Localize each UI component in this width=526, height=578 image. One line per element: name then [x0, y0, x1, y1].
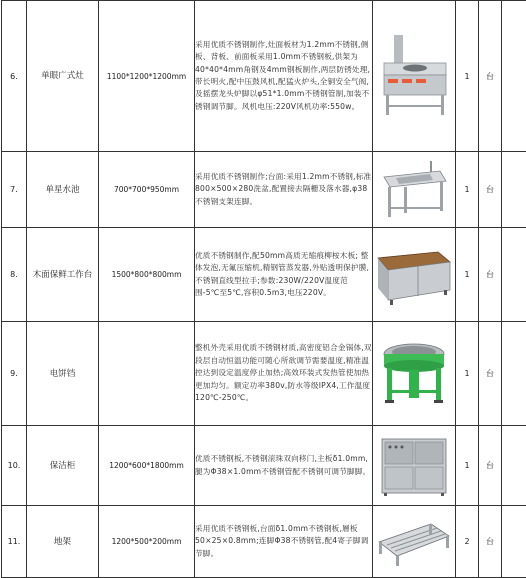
row-number: 9.	[2, 322, 27, 426]
item-image	[373, 426, 456, 506]
item-name: 木面保鲜工作台	[27, 228, 99, 322]
item-description: 采用优质不锈钢板,台面δ1.0mm不锈钢板,層板50×25×0.8mm;连脚Φ38不锈钢管,配4寄子脚调节脚。	[195, 506, 373, 578]
row-number: 7.	[2, 152, 27, 228]
item-size: 700*700*950mm	[99, 152, 195, 228]
item-unit: 台	[479, 322, 502, 426]
item-quantity: 2	[456, 506, 479, 578]
item-name: 单星水池	[27, 152, 99, 228]
table-row	[2, 152, 526, 228]
sink-image	[378, 159, 450, 221]
refrigerated-worktable-image	[374, 242, 454, 308]
item-name: 电饼铛	[27, 322, 99, 426]
item-size: 1200*500*200mm	[99, 506, 195, 578]
item-quantity: 1	[456, 228, 479, 322]
item-image	[373, 228, 456, 322]
item-unit: 台	[479, 152, 502, 228]
item-unit: 台	[479, 228, 502, 322]
item-unit: 台	[479, 1, 502, 152]
item-name: 保洁柜	[27, 426, 99, 506]
item-unit: 台	[479, 426, 502, 506]
row-number: 8.	[2, 228, 27, 322]
remark-cell	[502, 152, 526, 228]
item-size	[99, 322, 195, 426]
item-size: 1500*800*800mm	[99, 228, 195, 322]
remark-cell	[502, 426, 526, 506]
row-number: 6.	[2, 1, 27, 152]
remark-cell	[502, 322, 526, 426]
item-quantity: 1	[456, 322, 479, 426]
item-size: 1200*600*1800mm	[99, 426, 195, 506]
item-description: 整机外壳采用优质不锈钢材质,高密度铝合金锅体,双段层自动恒温功能可随心所欲调节需要温度,精准温控达到设定温度停止加热;高效环装式发热管使加热更加均匀。额定功率380v,防水等级IPX4,工作温度120℃-250℃。	[195, 322, 373, 426]
griddle-image	[375, 338, 453, 410]
item-description: 优质不锈钢板,不锈钢滚珠双向移门,主板δ1.0mm,腿为Φ38×1.0mm不锈钢管配不锈钢可调节脚脚。	[195, 426, 373, 506]
equipment-spec-table	[1, 0, 526, 578]
item-size: 1100*1200*1200mm	[99, 1, 195, 152]
item-image	[373, 506, 456, 578]
table-row	[2, 228, 526, 322]
item-quantity: 1	[456, 152, 479, 228]
table-row	[2, 506, 526, 578]
row-number: 10.	[2, 426, 27, 506]
table-row	[2, 426, 526, 506]
table-row	[2, 1, 526, 152]
item-description: 优质不锈钢制作,配50mm高质无缩痕柳桉木板; 整体发泡,无氟压缩机,精钢管蒸发器,外贴透明保护膜,不锈钢直线型拉手;参数:230W/220V温度范围-5℃至5℃,容积0.5m3,电压220V。	[195, 228, 373, 322]
item-name: 地架	[27, 506, 99, 578]
item-quantity: 1	[456, 426, 479, 506]
item-image	[373, 152, 456, 228]
remark-cell	[502, 228, 526, 322]
item-unit: 台	[479, 506, 502, 578]
item-quantity: 1	[456, 1, 479, 152]
table-row	[2, 322, 526, 426]
remark-cell	[502, 506, 526, 578]
item-image	[373, 1, 456, 152]
stove-image	[374, 31, 454, 121]
row-number: 11.	[2, 506, 27, 578]
cabinet-image	[376, 435, 452, 497]
item-image	[373, 322, 456, 426]
item-description: 采用优质不锈钢制作,灶面板材为1.2mm不锈钢,侧板、背板、前面板采用1.0mm不锈钢板,供架为40*40*4mm角钢及4mm钢板制作,两层防锈处理,带长明火,配中压鼓风机,配猛火炉头,全铜安全气阀,及摇摆龙头炉脚以φ51*1.0mm不锈钢管制,加装不锈钢调节脚。风机电压:220V风机功率:550w。	[195, 1, 373, 152]
item-description: 采用优质不锈钢制作;台面:采用1.2mm不锈钢,标准800×500×280洗盆,配置接去隔栅及落水器,φ38不锈钢支架连脚。	[195, 152, 373, 228]
item-name: 单眼广式灶	[27, 1, 99, 152]
remark-cell	[502, 1, 526, 152]
floor-rack-image	[375, 516, 453, 568]
